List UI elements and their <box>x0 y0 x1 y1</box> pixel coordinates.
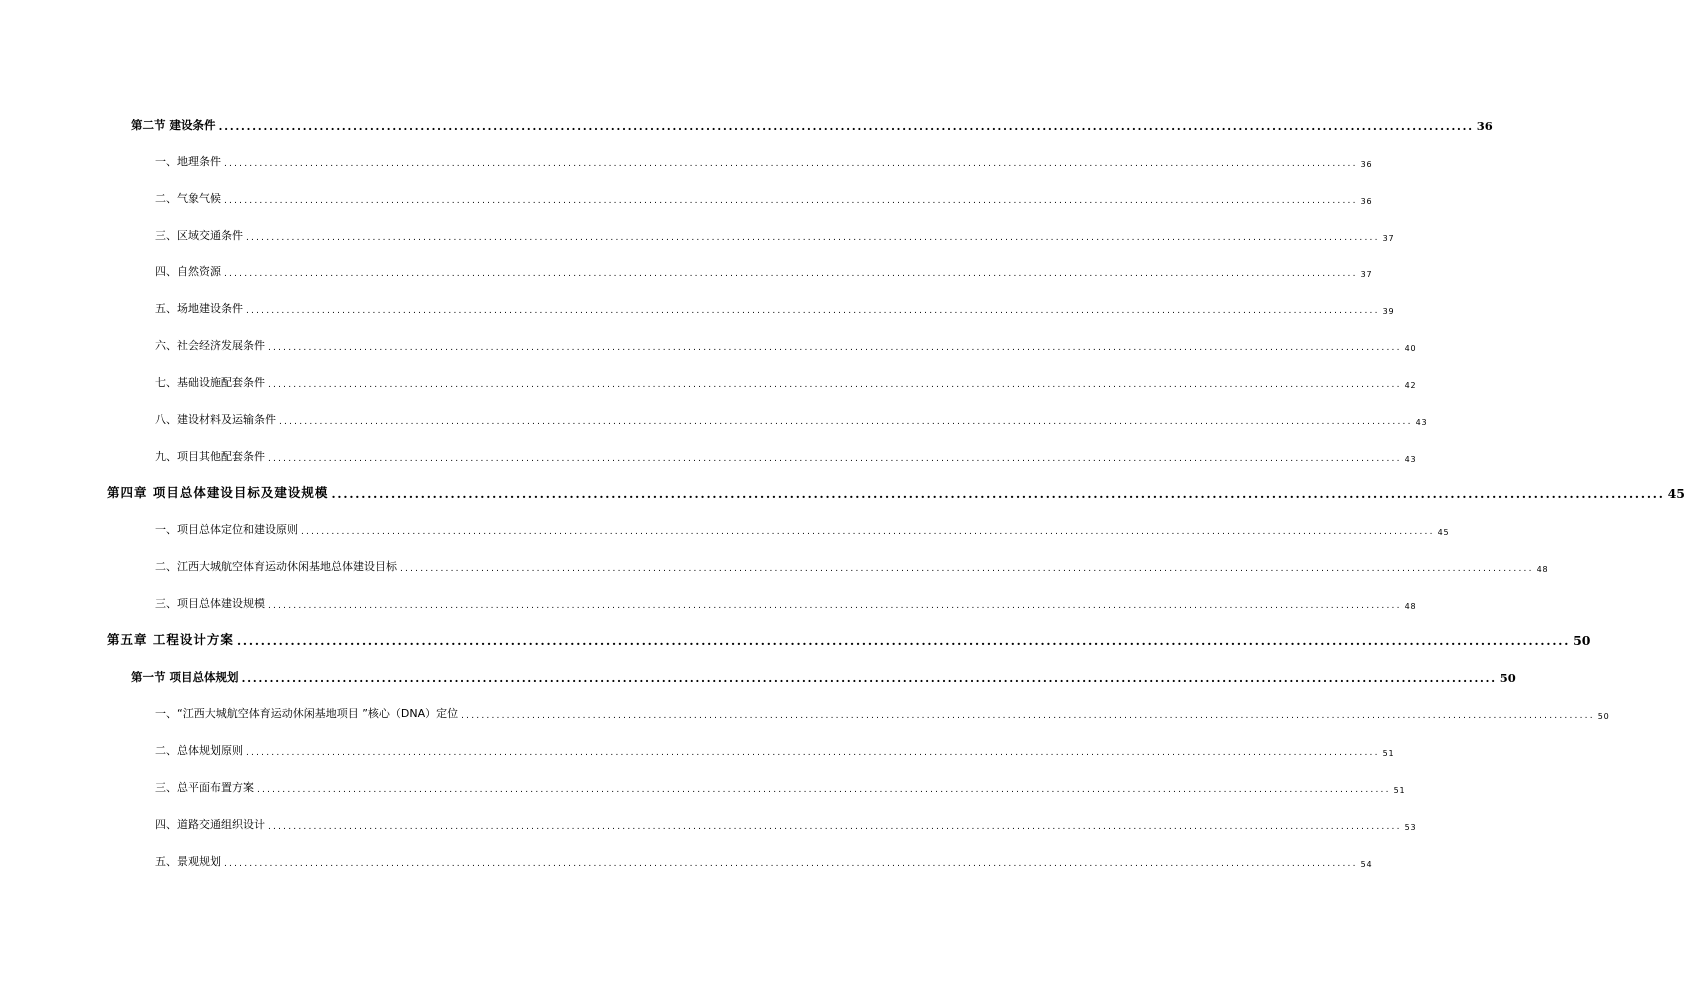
toc-entry-section-1-planning <box>131 665 1516 685</box>
toc-entry <box>155 407 1428 427</box>
toc-entry-title: 三、项目总体建设规模 <box>155 597 265 610</box>
toc-entry <box>155 554 1549 574</box>
toc-entry <box>155 296 1395 316</box>
toc-dot-leader: ................................................................................................................................................................................................................................ <box>246 748 1380 758</box>
toc-entry <box>155 370 1417 390</box>
toc-dot-leader: ................................................................................................................................................................................................................................ <box>246 233 1380 243</box>
toc-page-number: 51 <box>1393 786 1406 795</box>
toc-dot-leader: ................................................................................................................................................................................................................................ <box>268 454 1402 464</box>
toc-entry-title: 一、项目总体定位和建设原则 <box>155 523 298 536</box>
toc-dot-leader: ................................................................................................................................................................................................................................ <box>218 119 1474 133</box>
toc-entry <box>155 259 1373 279</box>
toc-dot-leader: ................................................................................................................................................................................................................................ <box>268 343 1402 353</box>
toc-entry-title: 九、项目其他配套条件 <box>155 450 265 463</box>
toc-entry-title: 二、江西大城航空体育运动休闲基地总体建设目标 <box>155 560 397 573</box>
toc-page-number: 48 <box>1536 565 1549 574</box>
toc-page-number: 42 <box>1404 381 1417 390</box>
toc-entry <box>155 149 1373 169</box>
toc-dot-leader: ................................................................................................................................................................................................................................ <box>400 564 1534 574</box>
toc-dot-leader: ................................................................................................................................................................................................................................ <box>241 671 1497 685</box>
toc-dot-leader: ................................................................................................................................................................................................................................ <box>257 785 1391 795</box>
toc-entry-title: 第四章 项目总体建设目标及建设规模 <box>107 485 329 500</box>
toc-entry <box>155 812 1417 832</box>
toc-entry-title: 第二节 建设条件 <box>131 118 216 132</box>
toc-entry-title: 五、景观规划 <box>155 855 221 868</box>
toc-page-number: 50 <box>1499 671 1516 685</box>
toc-dot-leader: ................................................................................................................................................................................................................................ <box>268 380 1402 390</box>
toc-entry <box>155 517 1450 537</box>
toc-dot-leader: ................................................................................................................................................................................................................................ <box>268 601 1402 611</box>
toc-entry-title: 第一节 项目总体规划 <box>131 670 239 684</box>
toc-page-number: 36 <box>1476 119 1493 133</box>
toc-entry-title: 七、基础设施配套条件 <box>155 376 265 389</box>
toc-page-number: 36 <box>1360 160 1373 169</box>
toc-entry-section-2-conditions <box>131 113 1493 133</box>
toc-page-number: 43 <box>1415 418 1428 427</box>
toc-page-number: 37 <box>1360 270 1373 279</box>
toc-dot-leader: ................................................................................................................................................................................................................................ <box>331 486 1665 501</box>
toc-dot-leader: ................................................................................................................................................................................................................................ <box>236 633 1571 648</box>
toc-page-number: 48 <box>1404 602 1417 611</box>
toc-page-number: 39 <box>1382 307 1395 316</box>
toc-entry <box>155 849 1373 869</box>
toc-entry-title: 四、道路交通组织设计 <box>155 818 265 831</box>
toc-dot-leader: ................................................................................................................................................................................................................................ <box>224 859 1358 869</box>
toc-entry <box>155 444 1417 464</box>
toc-entry <box>155 333 1417 353</box>
toc-dot-leader: ................................................................................................................................................................................................................................ <box>246 306 1380 316</box>
toc-page-number: 36 <box>1360 197 1373 206</box>
toc-page-number: 43 <box>1404 455 1417 464</box>
toc-entry-chapter-4 <box>107 481 1685 501</box>
toc-dot-leader: ................................................................................................................................................................................................................................ <box>279 417 1413 427</box>
toc-entry-title: 四、自然资源 <box>155 265 221 278</box>
toc-dot-leader: ................................................................................................................................................................................................................................ <box>224 196 1358 206</box>
toc-entry-title: 六、社会经济发展条件 <box>155 339 265 352</box>
toc-entry-title: 第五章 工程设计方案 <box>107 632 234 647</box>
toc-entry-chapter-5 <box>107 628 1591 648</box>
toc-entry-title: 八、建设材料及运输条件 <box>155 413 276 426</box>
toc-entry <box>155 775 1406 795</box>
toc-entry <box>155 591 1417 611</box>
toc-entry-title: 一、“江西大城航空体育运动休闲基地项目 ”核心（DNA）定位 <box>155 707 459 720</box>
toc-dot-leader: ................................................................................................................................................................................................................................ <box>224 159 1358 169</box>
toc-page-number: 53 <box>1404 823 1417 832</box>
toc-page-number: 45 <box>1437 528 1450 537</box>
toc-page-number: 54 <box>1360 860 1373 869</box>
toc-entry-title: 五、场地建设条件 <box>155 302 243 315</box>
toc-page-number: 50 <box>1597 712 1610 721</box>
toc-entry <box>155 738 1395 758</box>
toc-dot-leader: ................................................................................................................................................................................................................................ <box>301 527 1435 537</box>
toc-entry <box>155 223 1395 243</box>
toc-page-number: 37 <box>1382 234 1395 243</box>
toc-entry-title: 一、地理条件 <box>155 155 221 168</box>
toc-page-number: 50 <box>1573 633 1591 648</box>
toc-entry <box>155 701 1610 721</box>
toc-entry-title: 二、总体规划原则 <box>155 744 243 757</box>
toc-page-number: 40 <box>1404 344 1417 353</box>
toc-page-number: 51 <box>1382 749 1395 758</box>
toc-dot-leader: ................................................................................................................................................................................................................................ <box>268 822 1402 832</box>
toc-entry-title: 二、气象气候 <box>155 192 221 205</box>
toc-entry-title: 三、总平面布置方案 <box>155 781 254 794</box>
toc-entry-title: 三、区域交通条件 <box>155 229 243 242</box>
toc-entry <box>155 186 1373 206</box>
toc-dot-leader: ................................................................................................................................................................................................................................ <box>224 269 1358 279</box>
toc-dot-leader: ................................................................................................................................................................................................................................ <box>461 711 1595 721</box>
toc-page-number: 45 <box>1667 486 1685 501</box>
